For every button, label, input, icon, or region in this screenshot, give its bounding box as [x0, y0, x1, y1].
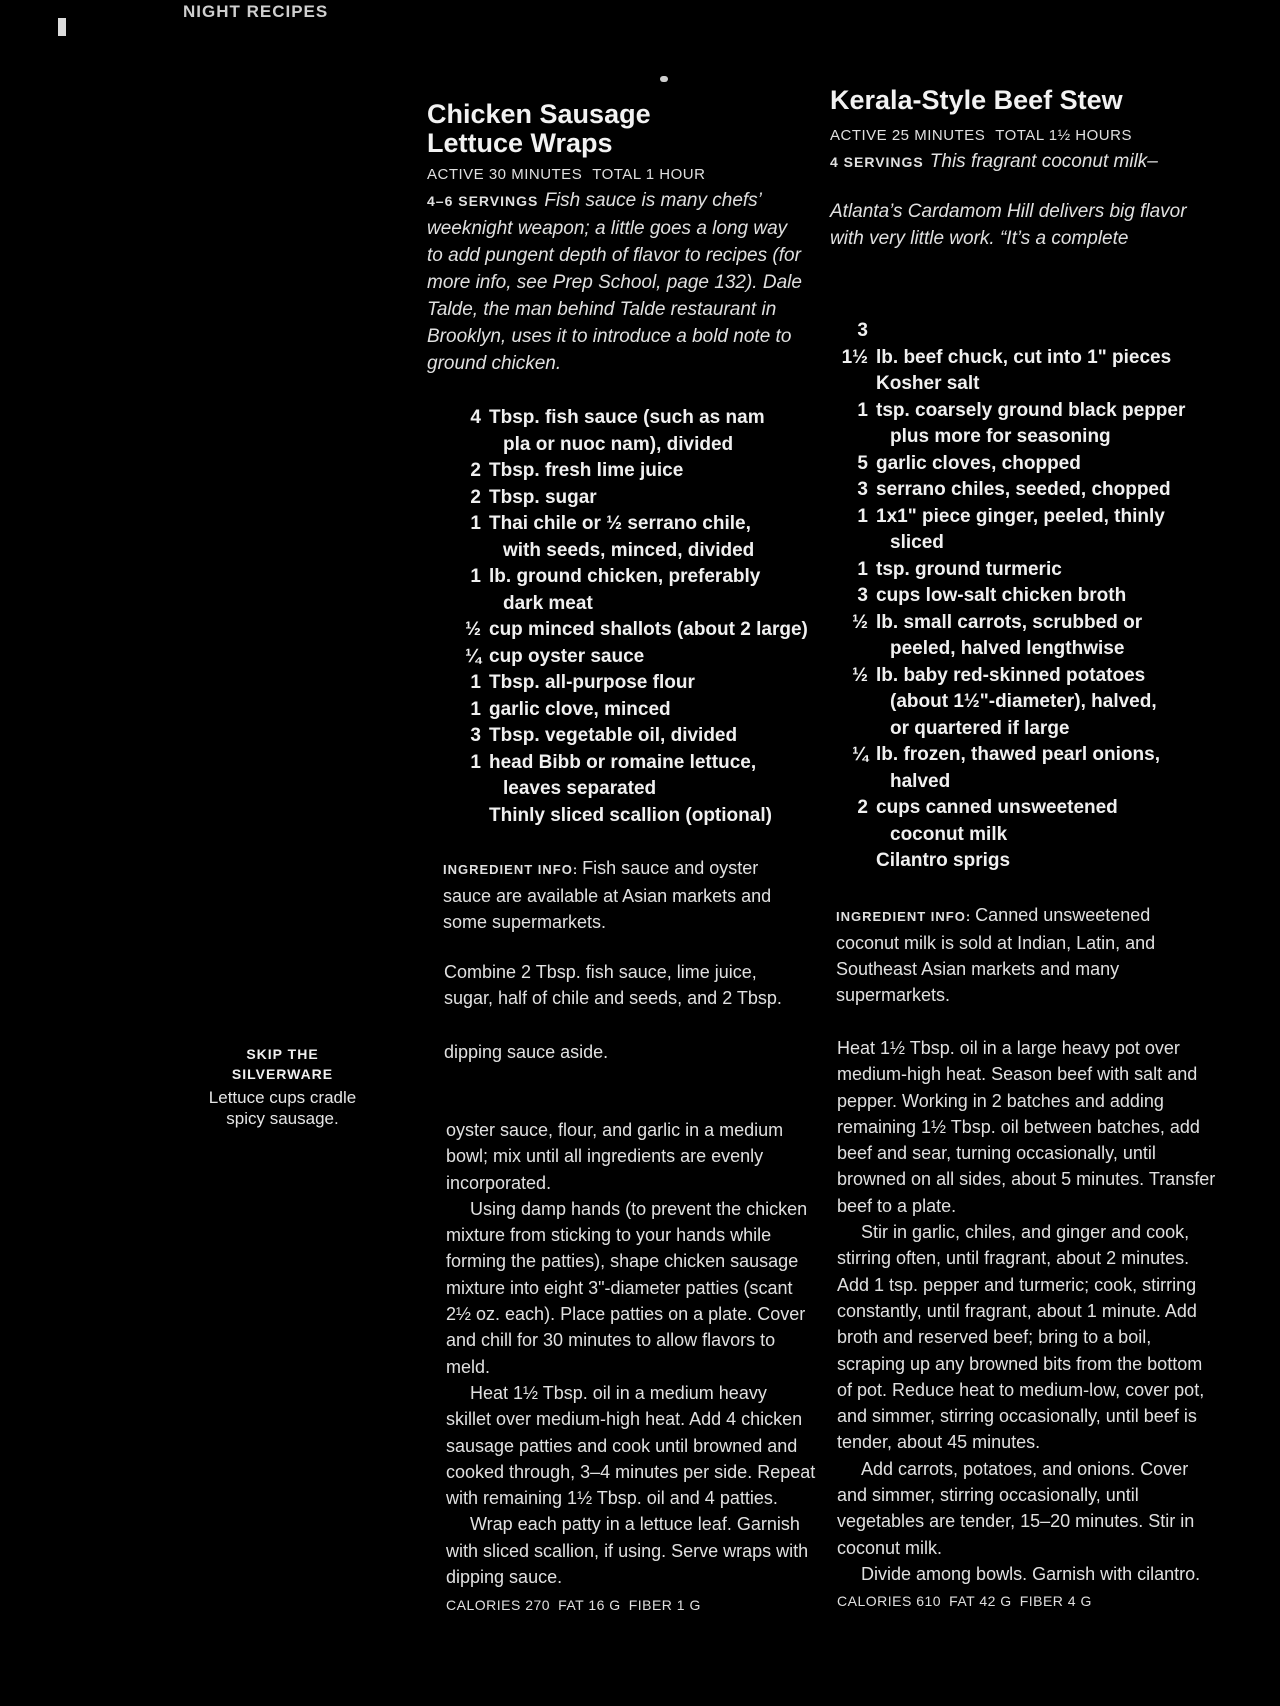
recipe1-step1a	[444, 959, 804, 1012]
ingredient-row	[451, 485, 821, 512]
recipe1-calories: CALORIES 270	[446, 1597, 551, 1614]
ingredient-line2: plus more for seasoning	[890, 426, 1111, 447]
ingredient-text	[489, 485, 821, 512]
ingredient-line1: garlic cloves, chopped	[876, 452, 1081, 474]
ingredient-row	[838, 742, 1228, 795]
recipe2-intro	[830, 148, 1220, 176]
recipe1-active-time: ACTIVE 30 MINUTES	[427, 166, 583, 183]
ingredient-text	[489, 405, 821, 458]
recipe2-ingredients	[838, 318, 1228, 875]
recipe2-info-label: INGREDIENT INFO:	[836, 909, 972, 924]
recipe2-nutrition	[837, 1593, 1100, 1609]
recipe1-step3: Using damp hands (to prevent the chicken mixture from sticking to your hands while forming the patties), shape chicken sausage mixture into eight 3"-diameter patties (scant 2½ oz. each). Place patties on a plate. Cover and chill for 30 minutes to allow flavors to meld.	[446, 1198, 808, 1377]
recipe1-servings: 4–6 SERVINGS	[427, 193, 539, 209]
ingredient-line1: Tbsp. fresh lime juice	[489, 460, 684, 481]
ingredient-text	[876, 398, 1228, 451]
ingredient-text	[876, 477, 1228, 504]
ingredient-text	[876, 318, 1228, 345]
recipe2-calories: CALORIES 610	[837, 1593, 942, 1610]
ingredient-row	[451, 405, 821, 458]
recipe1-title	[427, 100, 812, 158]
ingredient-line1: Tbsp. fish sauce (such as nam	[489, 407, 765, 428]
ingredient-qty: 2	[470, 486, 481, 508]
ingredient-qty: 1	[470, 698, 481, 720]
recipe2-step4	[837, 1561, 1217, 1615]
recipe1-times	[427, 166, 812, 183]
ingredient-row	[838, 848, 1228, 875]
ingredient-line1: lb. baby red-skinned potatoes	[876, 664, 1146, 686]
ingredient-row	[838, 716, 1228, 743]
ingredient-row	[838, 663, 1228, 716]
recipe2-step4-text: Divide among bowls. Garnish with cilantro.	[861, 1563, 1201, 1584]
ingredient-text	[489, 617, 821, 644]
ingredient-line1: Tbsp. all-purpose flour	[489, 672, 695, 693]
section-label: NIGHT RECIPES	[183, 2, 329, 21]
recipe1-title-line2: Lettuce Wraps	[427, 128, 613, 158]
ingredient-line2: dark meat	[503, 592, 593, 614]
ingredient-qty	[451, 803, 481, 830]
sidebar-heading	[200, 1044, 365, 1084]
ingredient-line1: cups low-salt chicken broth	[876, 585, 1127, 606]
ingredient-row	[838, 795, 1228, 848]
recipe1-step1a-text: Combine 2 Tbsp. fish sauce, lime juice, sugar, half of chile and seeds, and 2 Tbsp.	[444, 962, 782, 1009]
ingredient-line2: coconut milk	[890, 823, 1008, 845]
recipe1-nutrition	[446, 1592, 816, 1618]
ingredient-line1: head Bibb or romaine lettuce,	[489, 751, 757, 773]
recipe1-info-text: Fish sauce and oyster sauce are available at Asian markets and some supermarkets.	[443, 858, 772, 932]
recipe2-intro-b: Atlanta’s Cardamom Hill delivers big flavor with very little work. “It’s a complete	[830, 201, 1187, 249]
ingredient-qty	[838, 848, 868, 875]
ingredient-qty: 2	[470, 460, 481, 481]
ingredient-qty: 2	[857, 797, 868, 818]
ingredient-row	[838, 504, 1228, 557]
recipe1-intro-text: Fish sauce is many chefs’ weeknight weapon; a little goes a long way to add pungent depth of flavor to recipes (for more info, see Prep School, page 132). Dale Talde, the man behind Talde restaurant in Brooklyn, uses it to introduce a bold note to ground chicken.	[427, 190, 802, 374]
ingredient-qty: 1	[470, 566, 481, 587]
ingredient-text	[489, 697, 821, 724]
recipe2-step1: Heat 1½ Tbsp. oil in a large heavy pot over medium-high heat. Season beef with salt and pepper. Working in 2 batches and adding remaining 1½ Tbsp. oil between batches, add beef and sear, turning occasionally, until browned on all sides, about 5 minutes. Transfer beef to a plate.	[837, 1038, 1216, 1216]
ingredient-line1: Kosher salt	[876, 373, 980, 394]
recipe1-step2: oyster sauce, flour, and garlic in a medium bowl; mix until all ingredients are evenly incorporated.	[446, 1120, 784, 1193]
recipe2-servings: 4 SERVINGS	[830, 154, 924, 170]
ingredient-text	[876, 557, 1228, 584]
recipe1-fat: FAT 16 G	[558, 1597, 621, 1614]
ingredient-row	[451, 697, 821, 724]
ingredient-line1: Cilantro sprigs	[876, 850, 1011, 871]
ingredient-line1: 1x1" piece ginger, peeled, thinly	[876, 505, 1165, 527]
ingredient-row	[451, 458, 821, 485]
recipe2-times	[830, 127, 1220, 144]
ingredient-line2: peeled, halved lengthwise	[890, 638, 1125, 659]
recipe2-fat: FAT 42 G	[949, 1593, 1012, 1610]
ingredient-line1: Thinly sliced scallion (optional)	[489, 804, 772, 826]
ingredient-line2: pla or nuoc nam), divided	[503, 433, 734, 455]
recipe1-ingredient-info	[443, 855, 788, 935]
ingredient-text	[489, 511, 821, 564]
sidebar-heading-line2: SILVERWARE	[231, 1066, 334, 1082]
ingredient-line2: halved	[890, 770, 951, 792]
ingredient-line1: cup oyster sauce	[489, 645, 645, 667]
recipe1-step5: Wrap each patty in a lettuce leaf. Garnish with sliced scallion, if using. Serve wraps with dipping sauce.	[446, 1514, 809, 1588]
recipe2-method	[837, 1035, 1217, 1615]
ingredient-text	[876, 345, 1228, 372]
recipe2-active-time: ACTIVE 25 MINUTES	[830, 127, 986, 144]
ingredient-line1: lb. beef chuck, cut into 1" pieces	[876, 346, 1172, 368]
ingredient-line1: Tbsp. sugar	[489, 486, 597, 508]
ingredient-row	[838, 477, 1228, 504]
recipe2-fiber: FIBER 4 G	[1019, 1593, 1092, 1610]
recipe1-info-label: INGREDIENT INFO:	[443, 862, 579, 877]
ingredient-row	[451, 750, 821, 803]
ingredient-text	[876, 504, 1228, 557]
scan-speck	[660, 76, 668, 82]
ingredient-line2: (about 1½"-diameter), halved,	[890, 691, 1157, 712]
ingredient-line1: tsp. coarsely ground black pepper	[876, 399, 1186, 421]
ingredient-qty: 3	[470, 725, 481, 746]
ingredient-qty: 1	[470, 513, 481, 534]
ingredient-text	[876, 451, 1228, 478]
ingredient-line2: leaves separated	[503, 778, 657, 799]
ingredient-line1: cups canned unsweetened	[876, 797, 1118, 818]
ingredient-row	[451, 617, 821, 644]
recipe2-step2: Stir in garlic, chiles, and ginger and cook, stirring often, until fragrant, about 2 minutes. Add 1 tsp. pepper and turmeric; cook, stirring constantly, until fragrant, about 1 minute. Add broth and reserved beef; bring to a boil, scraping up any browned bits from the bottom of pot. Reduce heat to medium-low, cover pot, and simmer, stirring occasionally, until beef is tender, about 45 minutes.	[837, 1222, 1205, 1453]
ingredient-line1: garlic clove, minced	[489, 698, 671, 720]
recipe-beef-stew	[830, 86, 1220, 252]
ingredient-qty: ½	[852, 611, 868, 633]
recipe1-total-time: TOTAL 1 HOUR	[592, 166, 706, 183]
ingredient-row	[838, 398, 1228, 451]
ingredient-text	[489, 458, 821, 485]
recipe2-intro-a: This fragrant coconut milk–	[929, 151, 1158, 172]
ingredient-text	[876, 742, 1228, 795]
recipe-chicken-sausage	[427, 100, 812, 377]
ingredient-qty: 1½	[841, 346, 868, 368]
ingredient-row	[451, 670, 821, 697]
ingredient-line1: lb. frozen, thawed pearl onions,	[876, 744, 1160, 765]
ingredient-qty: ¼	[852, 744, 868, 765]
ingredient-row	[838, 371, 1228, 398]
ingredient-row	[451, 723, 821, 750]
ingredient-qty: 1	[857, 558, 868, 580]
ingredient-qty: 1	[857, 399, 868, 421]
recipe2-total-time: TOTAL 1½ HOURS	[995, 127, 1132, 144]
ingredient-row	[451, 644, 821, 671]
sidebar-caption: Lettuce cups cradle spicy sausage.	[208, 1088, 357, 1128]
ingredient-row	[451, 564, 821, 617]
sidebar-heading-line1: SKIP THE	[246, 1046, 319, 1062]
ingredient-line1: tsp. ground turmeric	[876, 558, 1062, 580]
ingredient-text	[876, 716, 1228, 743]
ingredient-line1: serrano chiles, seeded, chopped	[876, 479, 1171, 500]
ingredient-row	[451, 511, 821, 564]
recipe1-fiber: FIBER 1 G	[628, 1597, 701, 1614]
ingredient-qty: 3	[857, 320, 868, 341]
recipe1-step4: Heat 1½ Tbsp. oil in a medium heavy skillet over medium-high heat. Add 4 chicken sausage patties and cook until browned and cooked through, 3–4 minutes per side. Repeat with remaining 1½ Tbsp. oil and 4 patties.	[446, 1382, 816, 1509]
ingredient-row	[838, 583, 1228, 610]
ingredient-text	[489, 644, 821, 671]
ingredient-line2: sliced	[890, 532, 944, 553]
page-edge-mark	[58, 18, 66, 36]
ingredient-line1: Tbsp. vegetable oil, divided	[489, 725, 738, 746]
ingredient-qty: ½	[465, 619, 481, 640]
ingredient-text	[876, 795, 1228, 848]
ingredient-text	[489, 750, 821, 803]
recipe2-info-text: Canned unsweetened coconut milk is sold at Indian, Latin, and Southeast Asian markets and many supermarkets.	[836, 905, 1156, 1005]
ingredient-text	[876, 663, 1228, 716]
ingredient-qty	[838, 716, 868, 743]
ingredient-line1: Thai chile or ½ serrano chile,	[489, 513, 751, 534]
recipe1-ingredients	[451, 405, 821, 829]
recipe1-title-line1: Chicken Sausage	[427, 99, 651, 129]
recipe2-step3: Add carrots, potatoes, and onions. Cover and simmer, stirring occasionally, until vegetables are tender, 15–20 minutes. Stir in coconut milk.	[837, 1458, 1195, 1558]
ingredient-text	[489, 564, 821, 617]
ingredient-row	[451, 803, 821, 830]
ingredient-qty: 5	[857, 452, 868, 474]
ingredient-qty: 1	[470, 751, 481, 773]
recipe1-method	[446, 1117, 816, 1619]
ingredient-qty: ¼	[465, 645, 481, 667]
ingredient-row	[838, 345, 1228, 372]
ingredient-qty: ½	[852, 664, 868, 686]
ingredient-text	[489, 670, 821, 697]
ingredient-row	[838, 451, 1228, 478]
recipe1-intro	[427, 187, 802, 377]
ingredient-text	[876, 610, 1228, 663]
recipe2-title: Kerala-Style Beef Stew	[830, 85, 1123, 115]
ingredient-text	[489, 723, 821, 750]
ingredient-line1: lb. small carrots, scrubbed or	[876, 611, 1143, 633]
ingredient-qty: 1	[470, 672, 481, 693]
recipe1-step1b-text: dipping sauce aside.	[444, 1042, 609, 1062]
recipe1-step1b	[444, 1039, 804, 1065]
ingredient-text	[876, 583, 1228, 610]
recipe2-ingredient-info	[836, 902, 1196, 1008]
ingredient-row	[838, 610, 1228, 663]
ingredient-row	[838, 318, 1228, 345]
ingredient-line2: or quartered if large	[890, 717, 1070, 739]
ingredient-line1: lb. ground chicken, preferably	[489, 566, 761, 587]
ingredient-qty: 3	[857, 479, 868, 500]
ingredient-line2: with seeds, minced, divided	[503, 539, 755, 561]
ingredient-text	[489, 803, 821, 830]
ingredient-qty: 1	[857, 505, 868, 527]
ingredient-line1: cup minced shallots (about 2 large)	[489, 619, 808, 640]
ingredient-qty: 3	[857, 585, 868, 606]
ingredient-text	[876, 848, 1228, 875]
ingredient-row	[838, 557, 1228, 584]
ingredient-qty	[838, 371, 868, 398]
ingredient-text	[876, 371, 1228, 398]
ingredient-qty: 4	[470, 407, 481, 428]
